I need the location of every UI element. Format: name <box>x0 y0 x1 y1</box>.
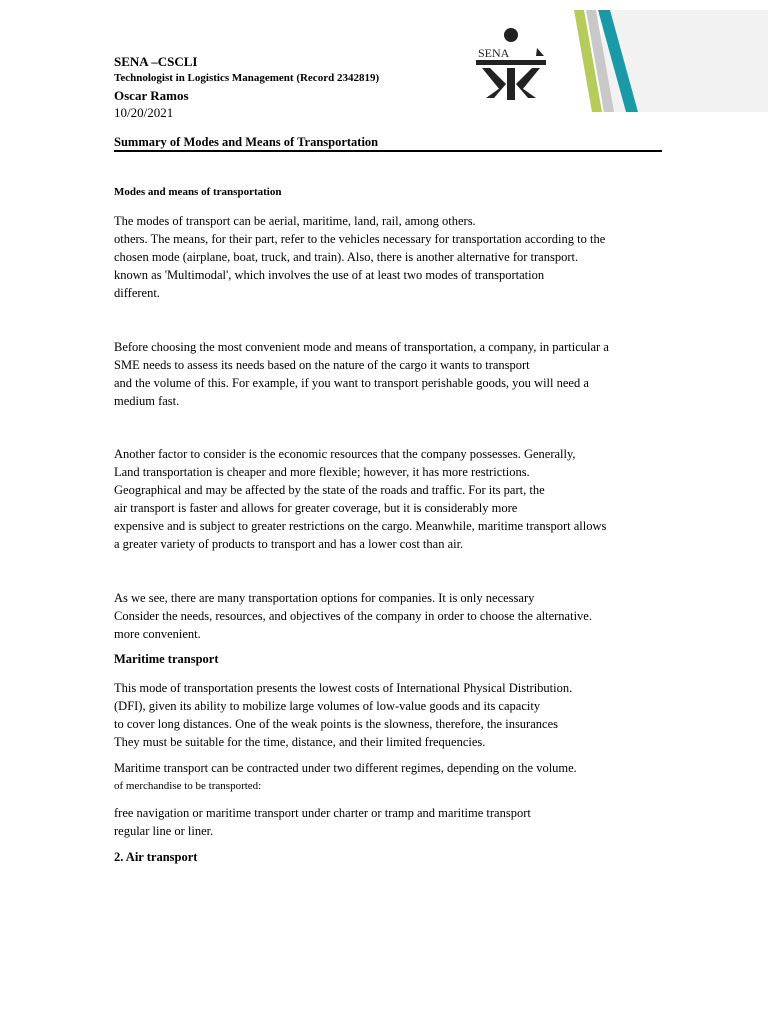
text-line: medium fast. <box>114 394 180 408</box>
author-name: Oscar Ramos <box>114 88 189 103</box>
paragraph-4 <box>114 589 674 643</box>
text-line: The modes of transport can be aerial, maritime, land, rail, among others. <box>114 214 476 228</box>
sena-logo-icon <box>470 26 550 102</box>
text-line: to cover long distances. One of the weak points is the slowness, therefore, the insurances <box>114 717 558 731</box>
text-line: more convenient. <box>114 627 201 641</box>
text-line: Another factor to consider is the economic resources that the company possesses. Generally, <box>114 447 576 461</box>
document-header <box>114 53 379 121</box>
text-line: free navigation or maritime transport under charter or tramp and maritime transport <box>114 806 531 820</box>
section-heading: Modes and means of transportation <box>114 186 282 198</box>
organization: SENA –CSCLI <box>114 54 198 69</box>
paragraph-3 <box>114 445 674 553</box>
text-line: Geographical and may be affected by the state of the roads and traffic. For its part, the <box>114 483 545 497</box>
document-title: Summary of Modes and Means of Transportation <box>114 135 379 149</box>
program-name: Technologist in Logistics Management (Record 2342819) <box>114 72 380 84</box>
text-line: regular line or liner. <box>114 824 214 838</box>
text-line: (DFI), given its ability to mobilize large volumes of low-value goods and its capacity <box>114 699 541 713</box>
paragraph-2 <box>114 338 674 410</box>
paragraph-6 <box>114 759 674 795</box>
text-line: and the volume of this. For example, if you want to transport perishable goods, you will need a <box>114 376 589 390</box>
decorative-banner <box>572 10 768 112</box>
text-line: Consider the needs, resources, and objectives of the company in order to choose the alternative. <box>114 609 592 623</box>
paragraph-7 <box>114 804 674 840</box>
title-underline <box>114 150 662 152</box>
text-line: chosen mode (airplane, boat, truck, and train). Also, there is another alternative for transport. <box>114 250 579 264</box>
text-line: Land transportation is cheaper and more flexible; however, it has more restrictions. <box>114 465 530 479</box>
paragraph-1 <box>114 212 674 302</box>
text-line: expensive and is subject to greater restrictions on the cargo. Meanwhile, maritime transport allows <box>114 519 607 533</box>
text-line: As we see, there are many transportation options for companies. It is only necessary <box>114 591 535 605</box>
text-line: Before choosing the most convenient mode and means of transportation, a company, in particular a <box>114 340 609 354</box>
text-line: of merchandise to be transported: <box>114 780 262 792</box>
text-line: Maritime transport can be contracted under two different regimes, depending on the volume. <box>114 761 577 775</box>
document-date: 10/20/2021 <box>114 105 174 120</box>
text-line: a greater variety of products to transport and has a lower cost than air. <box>114 537 464 551</box>
logo-text: SENA <box>478 46 510 60</box>
text-line: others. The means, for their part, refer to the vehicles necessary for transportation according to the <box>114 232 606 246</box>
text-line: different. <box>114 286 160 300</box>
text-line: air transport is faster and allows for greater coverage, but it is considerably more <box>114 501 518 515</box>
maritime-heading: Maritime transport <box>114 652 219 666</box>
text-line: They must be suitable for the time, distance, and their limited frequencies. <box>114 735 486 749</box>
text-line: SME needs to assess its needs based on the nature of the cargo it wants to transport <box>114 358 530 372</box>
paragraph-5 <box>114 679 674 751</box>
text-line: This mode of transportation presents the lowest costs of International Physical Distribution. <box>114 681 573 695</box>
air-transport-heading: 2. Air transport <box>114 850 198 864</box>
text-line: known as 'Multimodal', which involves the use of at least two modes of transportation <box>114 268 545 282</box>
